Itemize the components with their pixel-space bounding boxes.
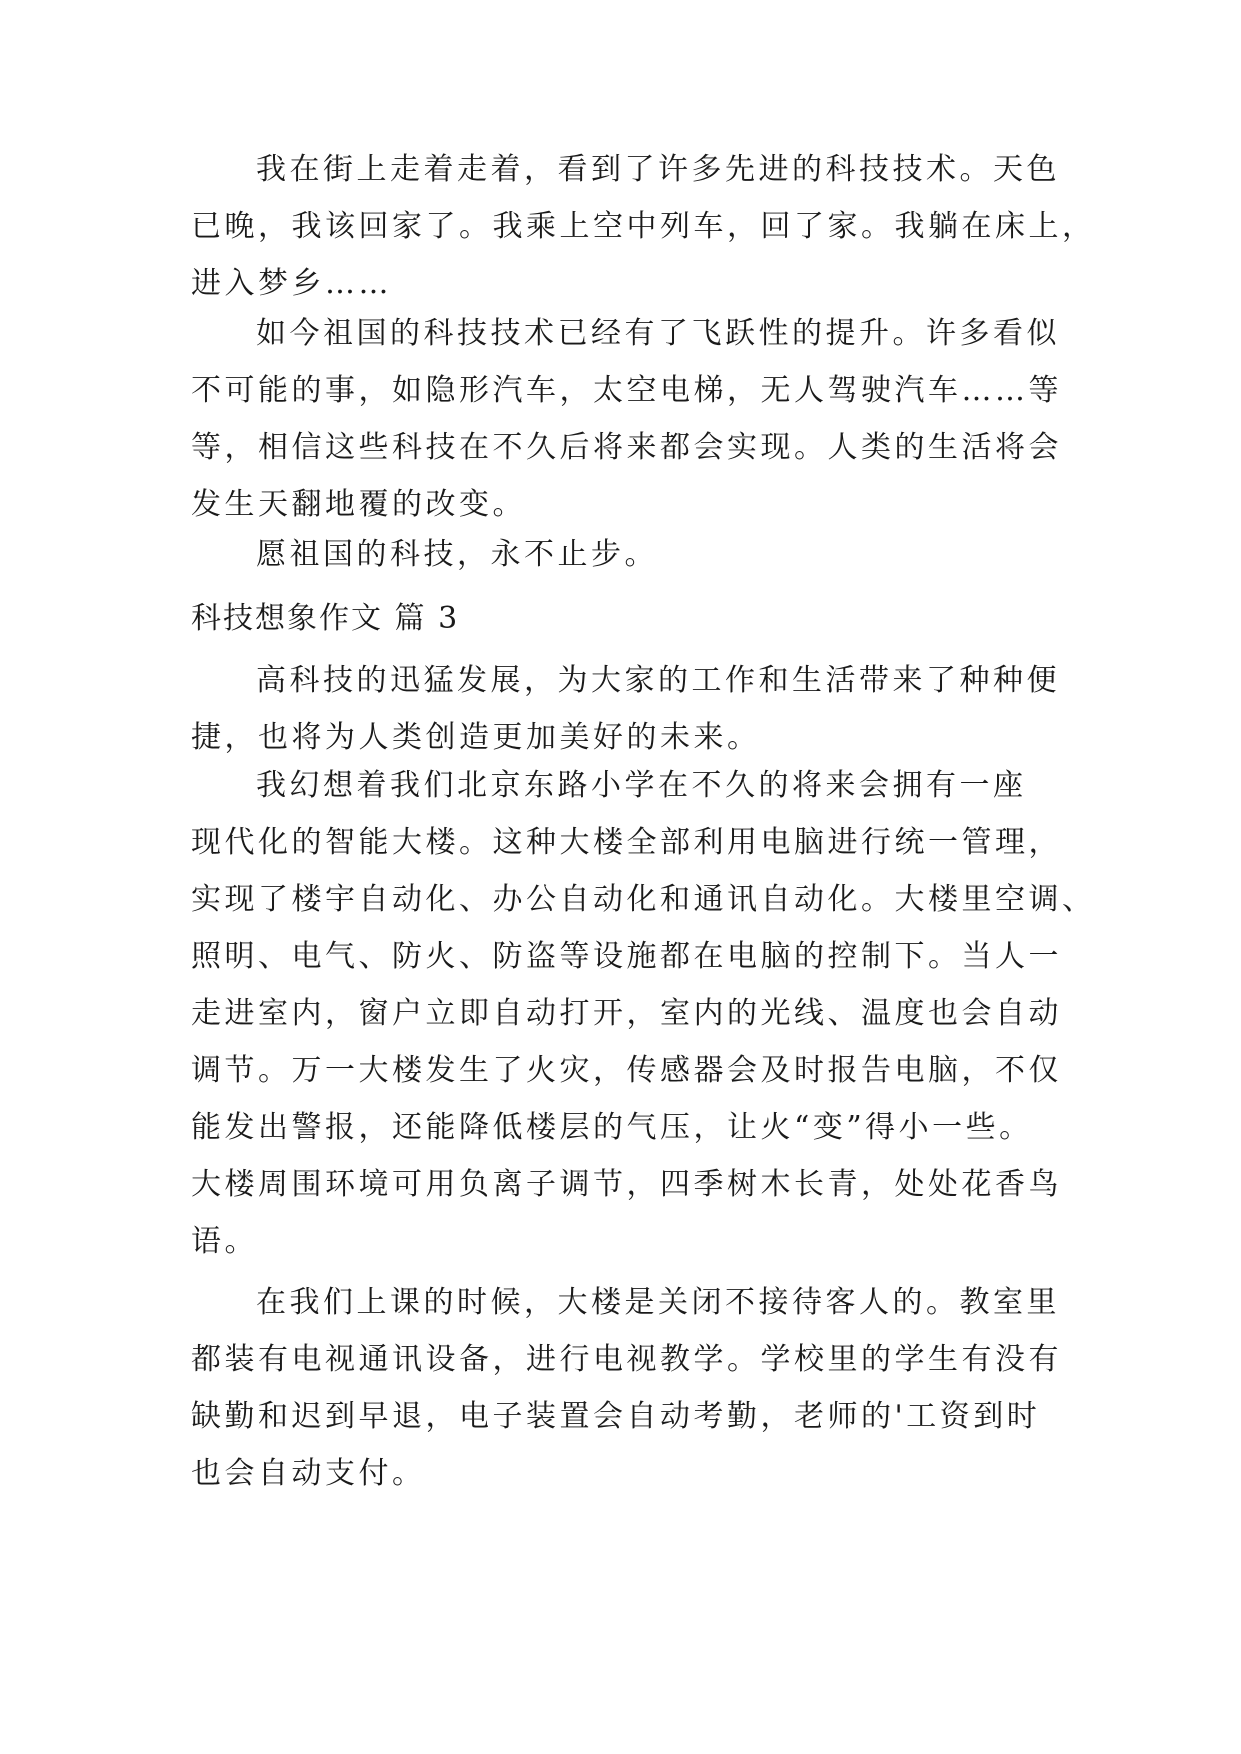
paragraph-line: 缺勤和迟到早退，电子装置会自动考勤，老师的'工资到时 xyxy=(191,1399,1041,1434)
paragraph-line: 我幻想着我们北京东路小学在不久的将来会拥有一座 xyxy=(256,768,1027,803)
paragraph-line: 如今祖国的科技技术已经有了飞跃性的提升。许多看似 xyxy=(256,316,1060,351)
paragraph-line: 不可能的事，如隐形汽车，太空电梯，无人驾驶汽车……等 xyxy=(191,373,1062,408)
paragraph-line: 在我们上课的时候，大楼是关闭不接待客人的。教室里 xyxy=(256,1285,1060,1320)
paragraph-line: 进入梦乡…… xyxy=(191,266,392,301)
paragraph-line: 大楼周围环境可用负离子调节，四季树木长青，处处花香鸟 xyxy=(191,1167,1062,1202)
paragraph-line: 捷，也将为人类创造更加美好的未来。 xyxy=(191,720,761,755)
paragraph-line: 调节。万一大楼发生了火灾，传感器会及时报告电脑，不仅 xyxy=(191,1053,1062,1088)
paragraph-line: 走进室内，窗户立即自动打开，室内的光线、温度也会自动 xyxy=(191,996,1062,1031)
paragraph-line: 高科技的迅猛发展，为大家的工作和生活带来了种种便 xyxy=(256,663,1060,698)
paragraph-line: 愿祖国的科技，永不止步。 xyxy=(256,537,658,572)
paragraph-5 xyxy=(191,757,1096,1270)
paragraph-line: 实现了楼宇自动化、办公自动化和通讯自动化。大楼里空调、 xyxy=(191,882,1096,917)
paragraph-line: 也会自动支付。 xyxy=(191,1456,426,1491)
paragraph-line: 等，相信这些科技在不久后将来都会实现。人类的生活将会 xyxy=(191,430,1062,465)
paragraph-3 xyxy=(191,526,1071,583)
section-heading-block xyxy=(191,590,1071,647)
paragraph-6 xyxy=(191,1274,1071,1502)
paragraph-2 xyxy=(191,305,1071,533)
paragraph-line: 照明、电气、防火、防盗等设施都在电脑的控制下。当人一 xyxy=(191,939,1062,974)
paragraph-line: 都装有电视通讯设备，进行电视教学。学校里的学生有没有 xyxy=(191,1342,1062,1377)
paragraph-line: 发生天翻地覆的改变。 xyxy=(191,487,526,522)
paragraph-line: 能发出警报，还能降低楼层的气压，让火“变”得小一些。 xyxy=(191,1110,1033,1145)
paragraph-line: 语。 xyxy=(191,1224,258,1259)
paragraph-line: 现代化的智能大楼。这种大楼全部利用电脑进行统一管理， xyxy=(191,825,1062,860)
paragraph-4 xyxy=(191,652,1071,766)
paragraph-line: 我在街上走着走着，看到了许多先进的科技技术。天色 xyxy=(256,152,1060,187)
paragraph-1 xyxy=(191,141,1096,312)
section-heading: 科技想象作文 篇 3 xyxy=(191,601,460,636)
paragraph-line: 已晚，我该回家了。我乘上空中列车，回了家。我躺在床上， xyxy=(191,209,1096,244)
